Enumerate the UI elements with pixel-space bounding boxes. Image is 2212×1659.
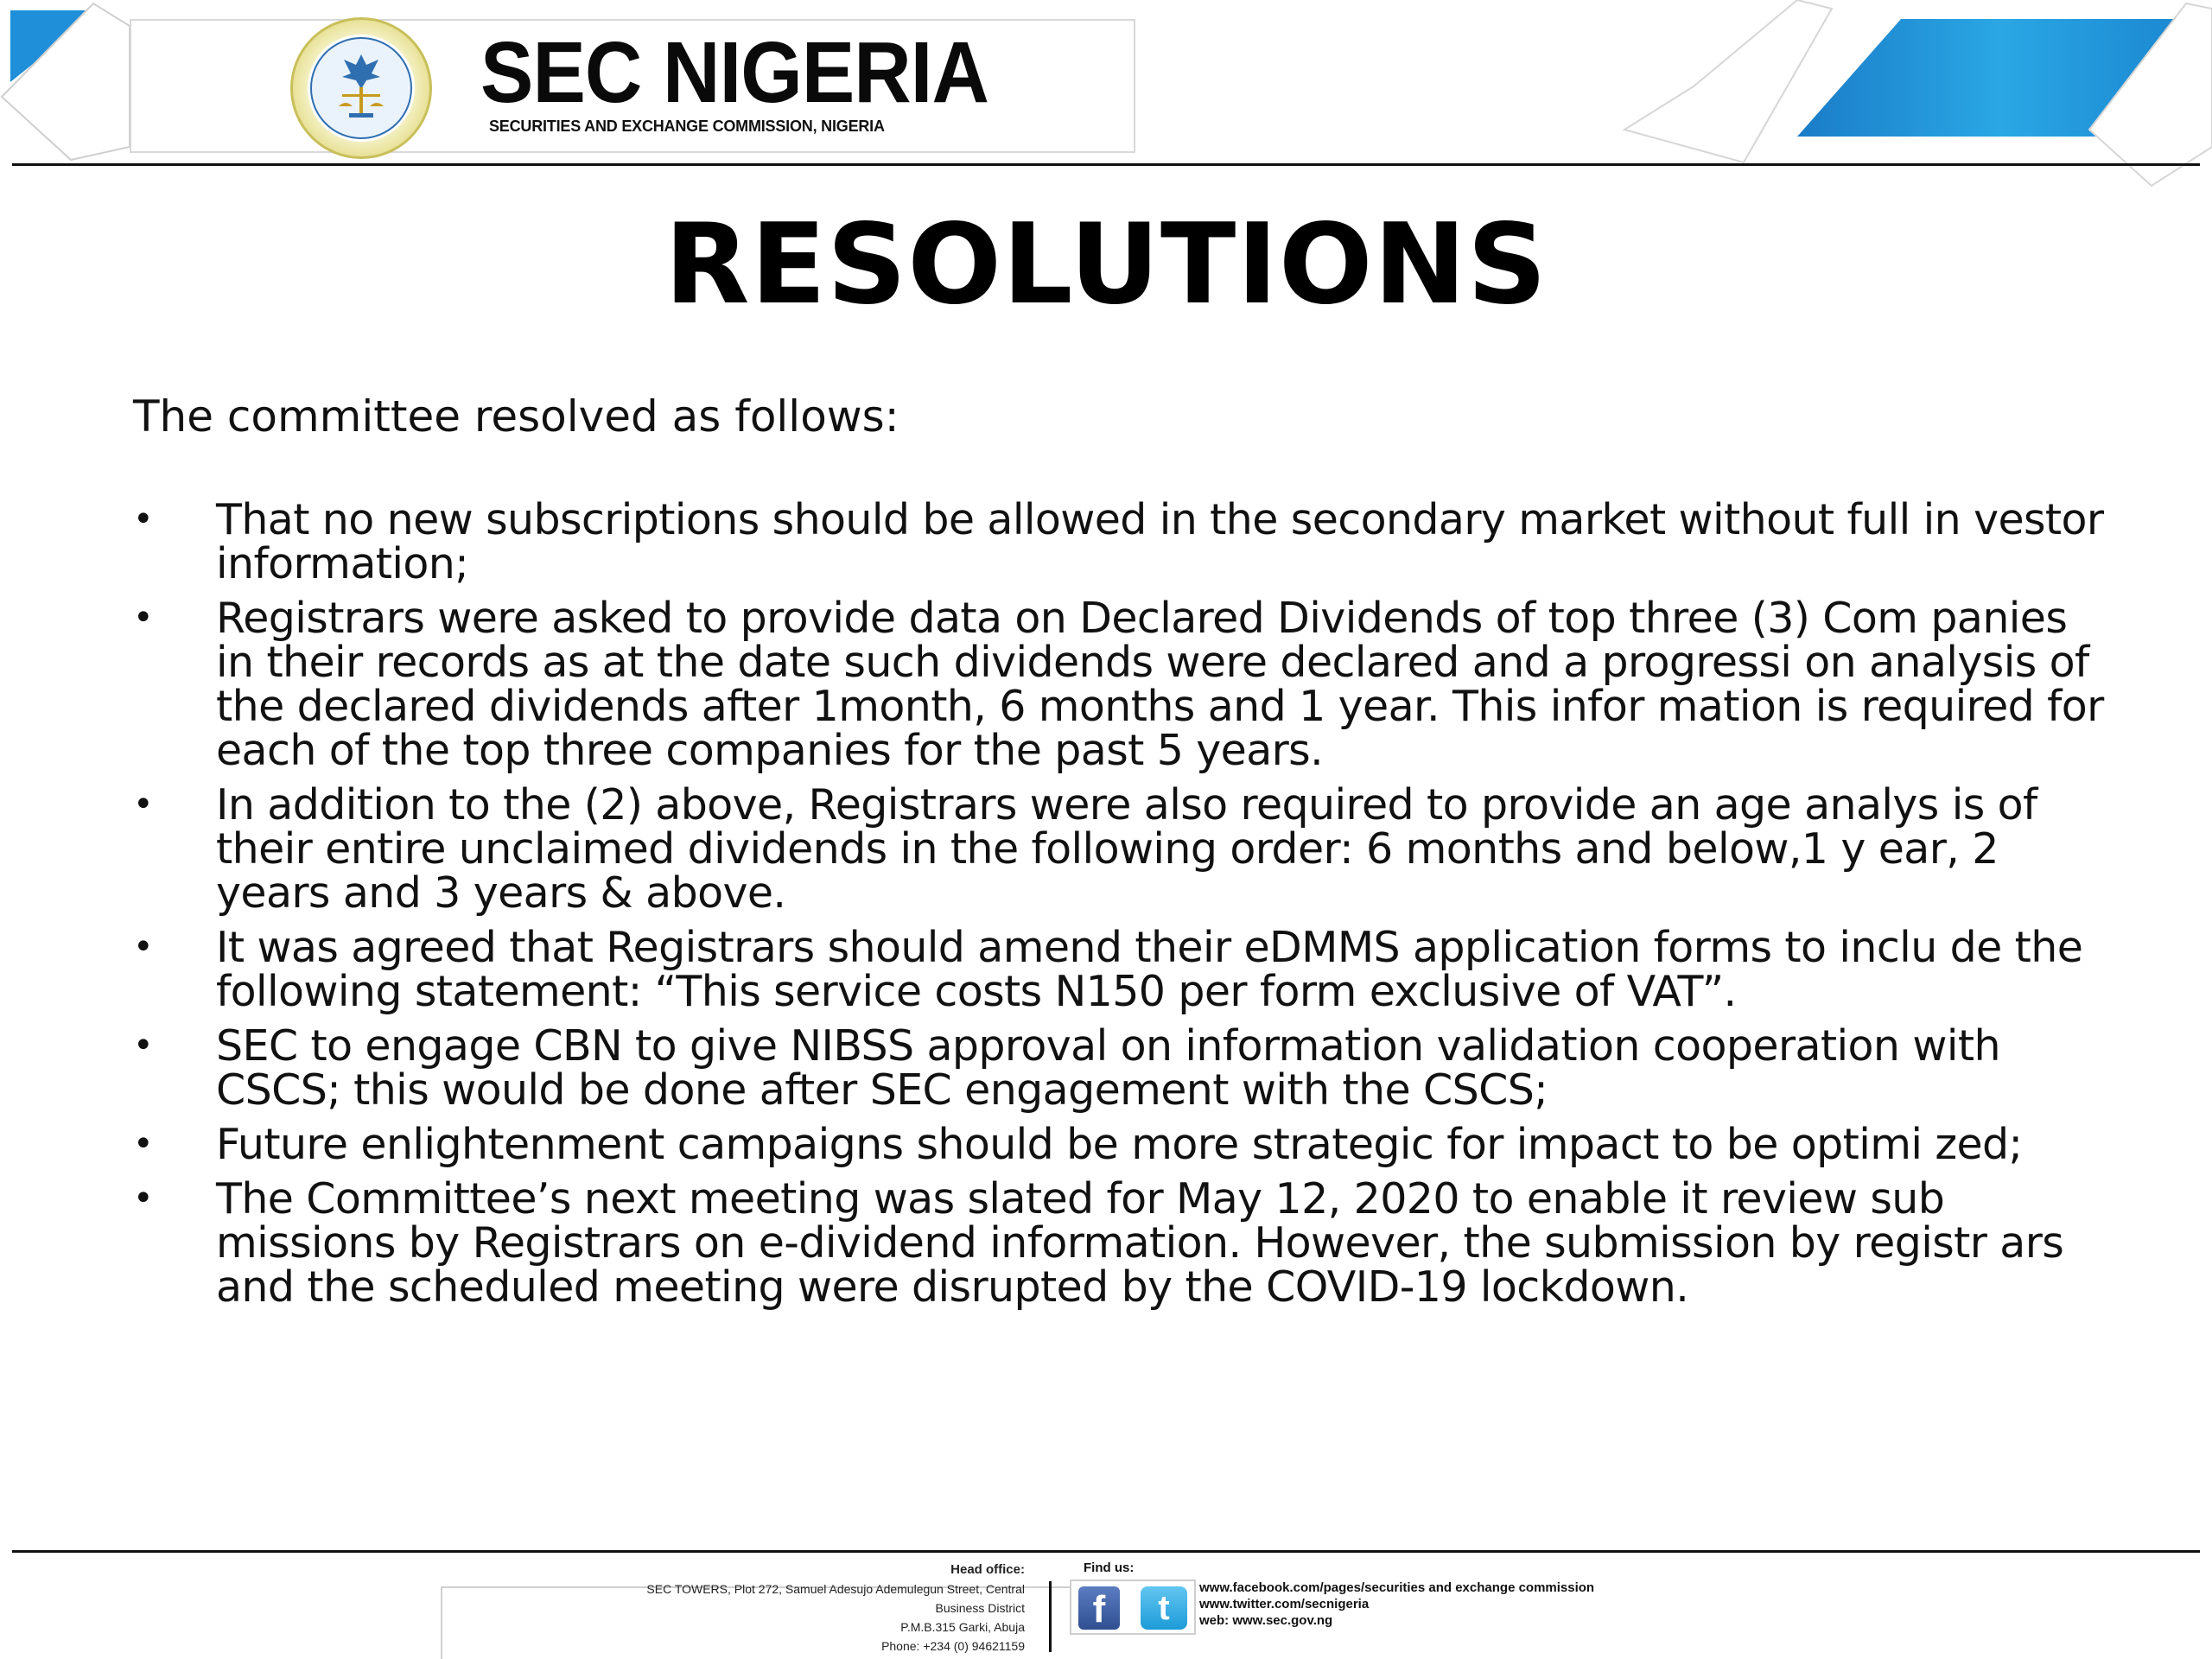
brand-subtitle: SECURITIES AND EXCHANGE COMMISSION, NIGERIA xyxy=(489,118,885,135)
page-title: RESOLUTIONS xyxy=(664,200,1548,329)
bullet-icon: • xyxy=(133,499,153,539)
header-right-decoration xyxy=(1590,0,2212,190)
bullet-icon: • xyxy=(133,598,153,638)
list-item-text: SEC to engage CBN to give NIBSS approval on information validation cooperation with CSCS; this would be done after SEC engagement with the CSCS; xyxy=(216,1021,2000,1115)
phone-line: Phone: +234 (0) 94621159 xyxy=(881,1639,1025,1653)
list-item-text: In addition to the (2) above, Registrars were also required to provide an age analys is of their entire unclaimed dividends in the following order: 6 months and below,1 y ear, 2 years and 3 years & above. xyxy=(216,780,2037,918)
intro-text: The committee resolved as follows: xyxy=(133,391,899,442)
address-line: P.M.B.315 Garki, Abuja xyxy=(900,1620,1025,1634)
footer-divider xyxy=(12,1550,2200,1553)
facebook-icon[interactable]: f xyxy=(1078,1586,1120,1630)
head-office-address xyxy=(646,1560,1025,1656)
footer-links xyxy=(1199,1580,1594,1629)
address-line: Business District xyxy=(935,1601,1025,1615)
bullet-icon: • xyxy=(133,1124,153,1164)
list-item xyxy=(121,925,2108,1014)
website-link[interactable]: web: www.sec.gov.ng xyxy=(1199,1613,1333,1628)
list-item xyxy=(121,1021,2108,1115)
twitter-link[interactable]: www.twitter.com/secnigeria xyxy=(1199,1597,1370,1611)
list-item-text: Future enlightenment campaigns should be more strategic for impact to be optimi zed; xyxy=(216,1120,2023,1169)
list-item xyxy=(121,1174,2108,1312)
bullet-icon: • xyxy=(133,785,153,824)
brand-title: SEC NIGERIA xyxy=(480,24,988,121)
facebook-link[interactable]: www.facebook.com/pages/securities and exchange commission xyxy=(1199,1580,1595,1595)
bullet-icon: • xyxy=(133,927,153,967)
list-item xyxy=(121,594,2108,775)
footer-separator xyxy=(1049,1581,1052,1652)
list-item-text: The Committee’s next meeting was slated for May 12, 2020 to enable it review sub missions by Registrars on e-dividend information. However, the submission by registr ars and the scheduled meeting were disrupted by the COVID-19 lockdown. xyxy=(216,1174,2064,1312)
twitter-icon[interactable]: t xyxy=(1141,1586,1187,1630)
address-line: SEC TOWERS, Plot 272, Samuel Adesujo Ademulegun Street, Central xyxy=(646,1582,1025,1596)
list-item-text: It was agreed that Registrars should amend their eDMMS application forms to inclu de the following statement: “This service costs N150 per form exclusive of VAT”. xyxy=(216,923,2083,1016)
resolutions-list xyxy=(121,495,2108,1319)
list-item-text: That no new subscriptions should be allowed in the secondary market without full in vestor information; xyxy=(216,495,2104,588)
bullet-icon: • xyxy=(133,1026,153,1065)
list-item xyxy=(121,780,2108,918)
list-item-text: Registrars were asked to provide data on Declared Dividends of top three (3) Com panies in their records as at the date such dividends were declared and a progressi on analysis of the declared dividends after 1month, 6 months and 1 year. This infor mation is required for each of the top three companies for the past 5 years. xyxy=(216,594,2104,775)
eagle-scales-icon xyxy=(327,49,396,127)
find-us-label: Find us: xyxy=(1084,1560,1135,1575)
list-item xyxy=(121,1120,2108,1169)
bullet-icon: • xyxy=(133,1179,153,1218)
head-office-label: Head office: xyxy=(950,1562,1025,1577)
header-divider xyxy=(12,163,2200,166)
list-item xyxy=(121,495,2108,588)
header-left-decoration xyxy=(0,0,147,164)
sec-seal-logo xyxy=(290,17,432,159)
